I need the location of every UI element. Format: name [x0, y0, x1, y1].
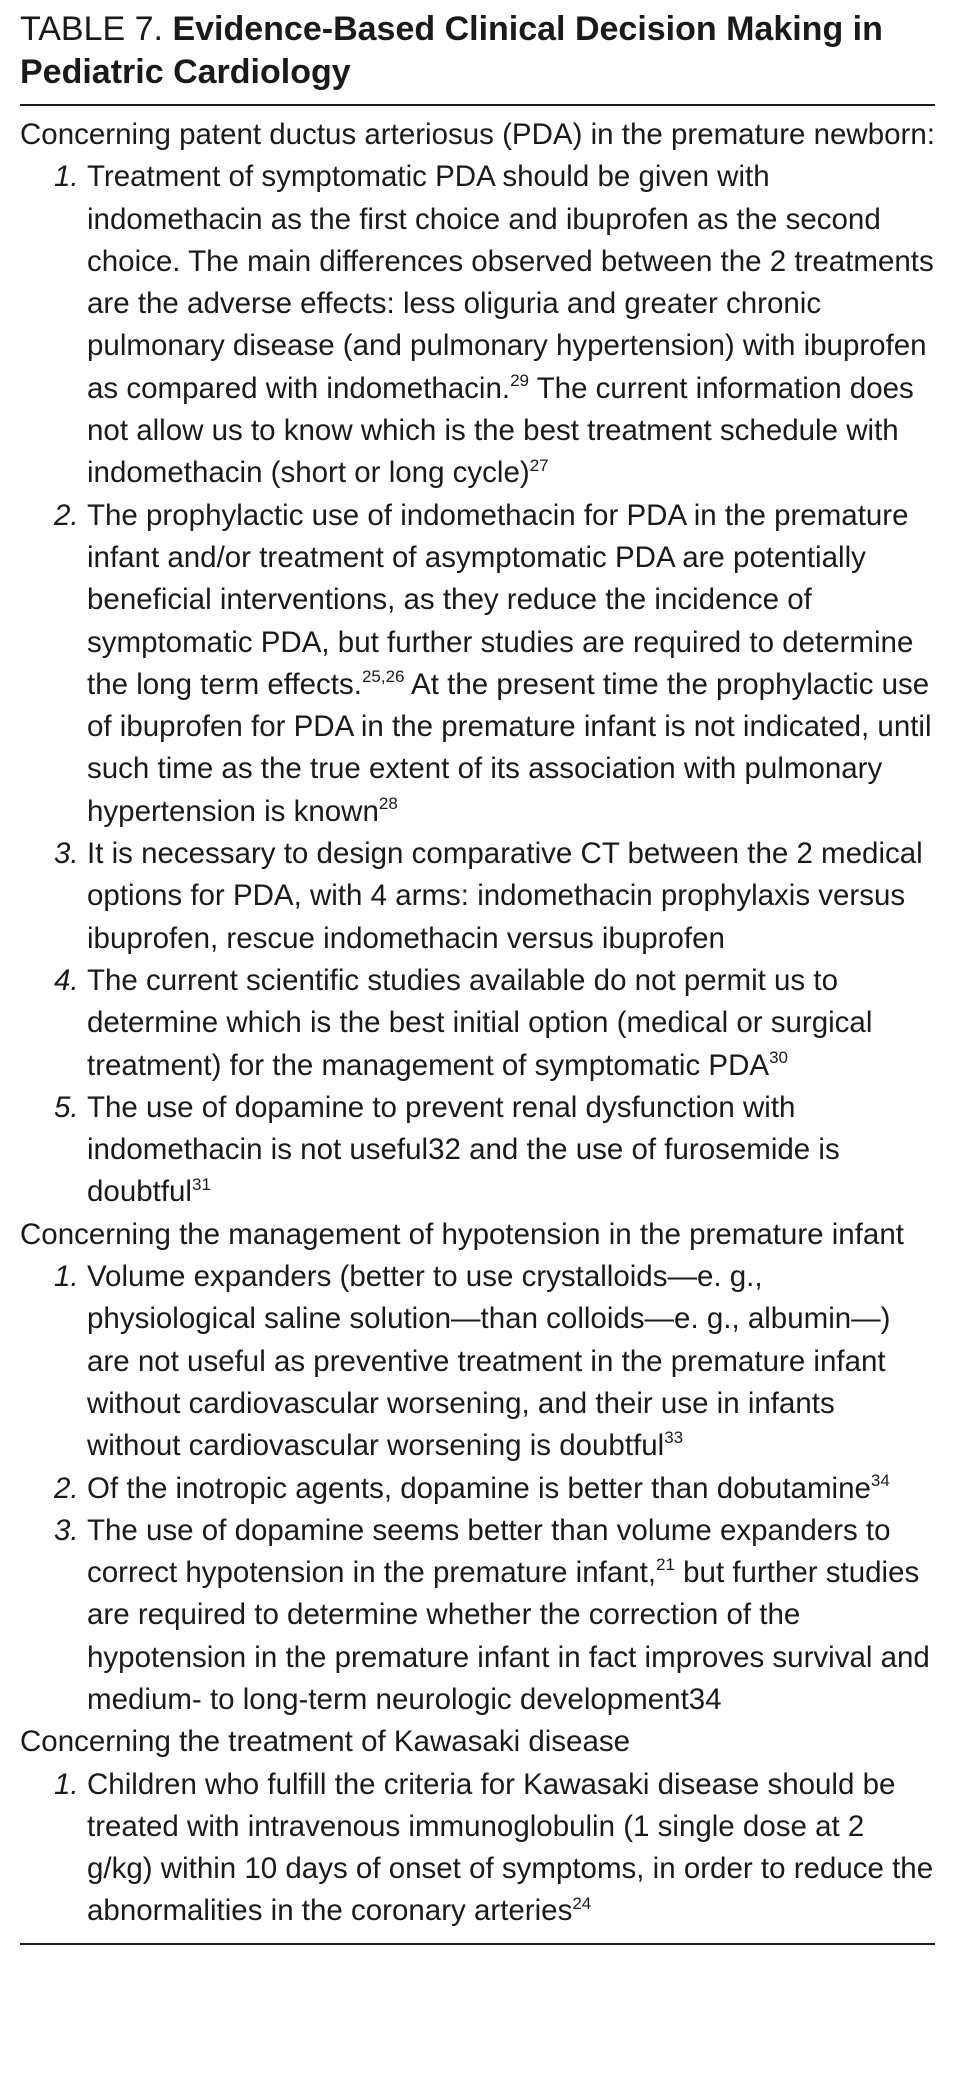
item-text: The current scientific studies available do not permit us to determine which is the best initial option (medical or surgical treatment) for the management of symptomatic PDA — [87, 963, 873, 1082]
item-text: The prophylactic use of indomethacin for PDA in the premature infant and/or treatment of asymptomatic PDA are potentially beneficial interventions, as they reduce the incidence of symptomatic PDA, but further studies are required to determine the long term effects. — [87, 498, 914, 701]
section-heading-hypotension: Concerning the management of hypotension in the premature infant — [20, 1217, 904, 1251]
item-number: 2. — [54, 1471, 79, 1505]
reference-citation: 28 — [378, 793, 398, 813]
list-item — [20, 1510, 935, 1721]
table-caption — [20, 0, 935, 106]
table-body — [20, 106, 935, 1945]
item-number: 1. — [54, 160, 79, 194]
item-text-continued: The current information does not allow us to know which is the best treatment schedule with indomethacin (short or long cycle) — [87, 371, 914, 490]
reference-citation: 33 — [664, 1428, 684, 1448]
item-text: The use of dopamine to prevent renal dysfunction with indomethacin is not useful32 and the use of furosemide is doubtful — [87, 1090, 840, 1209]
reference-citation: 21 — [656, 1555, 675, 1575]
item-text: The use of dopamine seems better than volume expanders to correct hypotension in the premature infant, — [87, 1513, 891, 1590]
table-bottom-rule — [20, 1943, 935, 1945]
list-item — [20, 495, 935, 833]
item-text-continued: At the present time the prophylactic use of ibuprofen for PDA in the premature infant is not indicated, until such time as the true extent of its association with pulmonary hypertension is known — [87, 667, 932, 828]
item-number: 5. — [54, 1090, 79, 1124]
list-item — [20, 1468, 935, 1510]
reference-citation: 29 — [510, 370, 529, 390]
reference-citation: 25,26 — [361, 667, 405, 687]
item-text-continued: but further studies are required to determine whether the correction of the hypotension in the premature infant in fact improves survival and medium- to long-term neurologic development34 — [87, 1556, 930, 1716]
document-page — [20, 0, 935, 2076]
item-text: Treatment of symptomatic PDA should be given with indomethacin as the first choice and ibuprofen as the second choice. The main differences observed between the 2 treatments are the adverse effects: less oliguria and greater chronic pulmonary disease (and pulmonary hypertension) with ibuprofen as compared with indomethacin. — [87, 160, 934, 405]
section-heading-pda: Concerning patent ductus arteriosus (PDA) in the premature newborn: — [20, 118, 935, 151]
list-item — [20, 960, 935, 1087]
reference-citation: 30 — [769, 1047, 788, 1067]
item-number: 1. — [54, 1260, 79, 1294]
reference-citation: 27 — [529, 455, 549, 475]
item-number: 1. — [54, 1767, 79, 1801]
item-number: 2. — [54, 498, 79, 532]
item-number: 3. — [54, 837, 79, 871]
reference-citation: 24 — [572, 1893, 592, 1913]
list-item — [20, 156, 935, 494]
table-title: Evidence-Based Clinical Decision Making in Pediatric Cardiology — [20, 10, 883, 91]
table-label: TABLE 7. — [20, 10, 163, 48]
list-item — [20, 1256, 935, 1467]
item-text: It is necessary to design comparative CT between the 2 medical options for PDA, with 4 arms: indomethacin prophylaxis versus ibuprofen, rescue indomethacin versus ibuprofen — [87, 837, 923, 955]
reference-citation: 34 — [870, 1470, 890, 1490]
item-number: 3. — [54, 1513, 79, 1547]
list-item — [20, 833, 935, 960]
item-text: Volume expanders (better to use crystalloids—e. g., physiological saline solution—than colloids—e. g., albumin—) are not useful as preventive treatment in the premature infant without cardiovascular worsening, and their use in infants without cardiovascular worsening is doubtful — [87, 1260, 891, 1463]
item-number: 4. — [54, 963, 79, 997]
reference-citation: 31 — [191, 1174, 211, 1194]
list-item — [20, 1087, 935, 1214]
list-item — [20, 1764, 935, 1933]
item-text: Of the inotropic agents, dopamine is better than dobutamine — [87, 1471, 871, 1505]
item-text: Children who fulfill the criteria for Kawasaki disease should be treated with intravenous immunoglobulin (1 single dose at 2 g/kg) within 10 days of onset of symptoms, in order to reduce the abnormalities in the coronary arteries — [87, 1767, 934, 1928]
section-heading-kawasaki: Concerning the treatment of Kawasaki disease — [20, 1725, 631, 1759]
